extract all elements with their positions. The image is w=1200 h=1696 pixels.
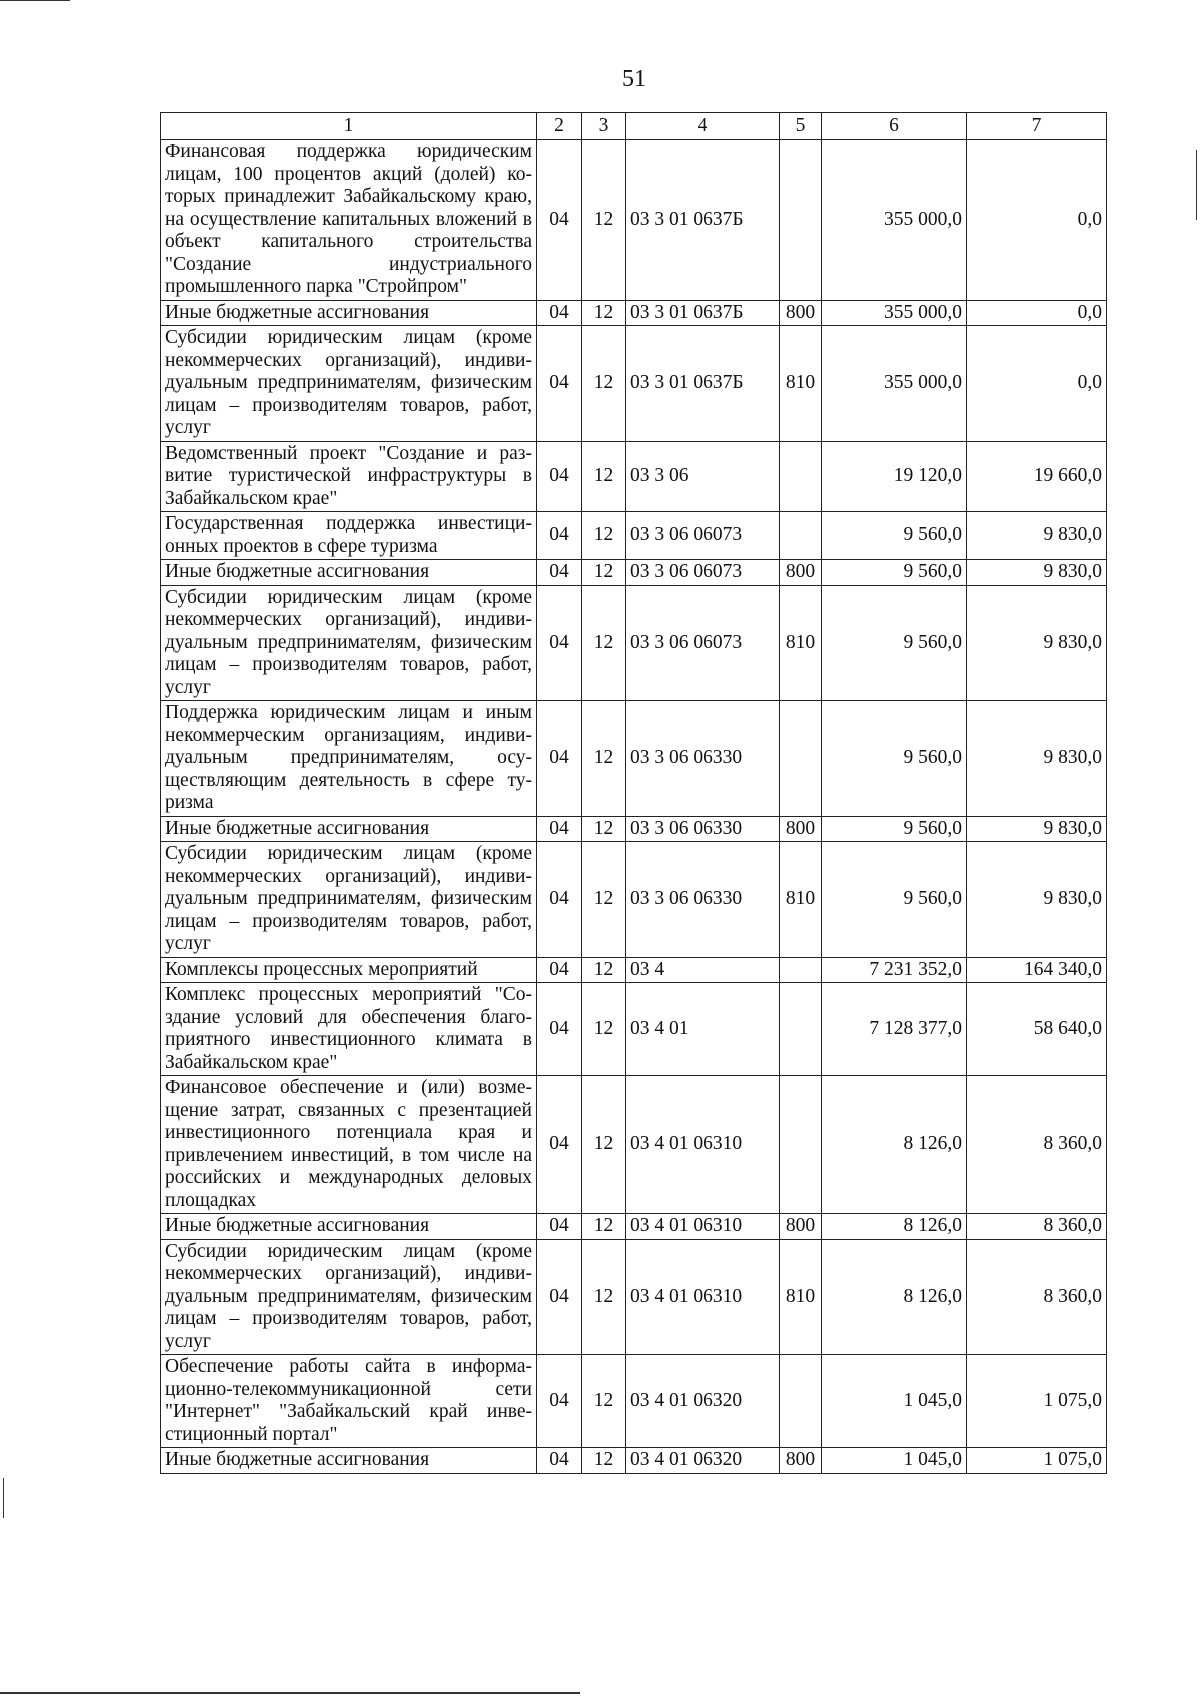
section-cell: 04 bbox=[537, 957, 582, 983]
section-cell: 04 bbox=[537, 326, 582, 442]
target-article-cell: 03 4 01 06320 bbox=[626, 1355, 780, 1448]
section-cell: 04 bbox=[537, 816, 582, 842]
target-article-cell: 03 4 01 06310 bbox=[626, 1214, 780, 1240]
target-article-cell: 03 3 06 bbox=[626, 441, 780, 512]
subsection-cell: 12 bbox=[582, 140, 626, 301]
table-row bbox=[161, 300, 1107, 326]
target-article-cell: 03 3 06 06330 bbox=[626, 816, 780, 842]
table-row bbox=[161, 1076, 1107, 1214]
amount-year1-cell: 7 128 377,0 bbox=[822, 983, 967, 1076]
scan-edge-bottom bbox=[0, 1692, 580, 1694]
row-name-cell: Субсидии юридическим лицам (кроме некоммерческих организаций), индивидуальным предпринимателям, физическим лицам – производителям товаров, работ, услуг bbox=[161, 326, 537, 442]
target-article-cell: 03 3 06 06073 bbox=[626, 560, 780, 586]
section-cell: 04 bbox=[537, 441, 582, 512]
target-article-cell: 03 3 06 06330 bbox=[626, 701, 780, 817]
amount-year2-cell: 8 360,0 bbox=[967, 1214, 1107, 1240]
amount-year1-cell: 8 126,0 bbox=[822, 1076, 967, 1214]
amount-year2-cell: 9 830,0 bbox=[967, 585, 1107, 701]
scan-edge-left-mark bbox=[3, 1478, 4, 1518]
subsection-cell: 12 bbox=[582, 957, 626, 983]
amount-year2-cell: 9 830,0 bbox=[967, 842, 1107, 958]
section-cell: 04 bbox=[537, 701, 582, 817]
section-cell: 04 bbox=[537, 842, 582, 958]
amount-year1-cell: 1 045,0 bbox=[822, 1448, 967, 1474]
column-header: 2 bbox=[537, 113, 582, 140]
section-cell: 04 bbox=[537, 1448, 582, 1474]
target-article-cell: 03 3 06 06073 bbox=[626, 512, 780, 560]
target-article-cell: 03 4 bbox=[626, 957, 780, 983]
subsection-cell: 12 bbox=[582, 1214, 626, 1240]
amount-year2-cell: 164 340,0 bbox=[967, 957, 1107, 983]
amount-year2-cell: 9 830,0 bbox=[967, 512, 1107, 560]
row-name-cell: Иные бюджетные ассигнования bbox=[161, 816, 537, 842]
row-name-cell: Субсидии юридическим лицам (кроме некоммерческих организаций), индивидуальным предпринимателям, физическим лицам – производителям товаров, работ, услуг bbox=[161, 842, 537, 958]
amount-year1-cell: 1 045,0 bbox=[822, 1355, 967, 1448]
subsection-cell: 12 bbox=[582, 512, 626, 560]
row-name-cell: Иные бюджетные ассигнования bbox=[161, 300, 537, 326]
amount-year1-cell: 9 560,0 bbox=[822, 701, 967, 817]
table-row bbox=[161, 441, 1107, 512]
amount-year2-cell: 0,0 bbox=[967, 140, 1107, 301]
row-name-cell: Комплекс процессных мероприятий "Создание условий для обеспечения благоприятного инвестиционного климата в Забайкальском крае" bbox=[161, 983, 537, 1076]
target-article-cell: 03 3 06 06073 bbox=[626, 585, 780, 701]
column-header: 3 bbox=[582, 113, 626, 140]
row-name-cell: Финансовая поддержка юридическим лицам, 100 процентов акций (долей) которых принадлежит Забайкальскому краю, на осуществление капитальных вложений в объект капитального строительства "Создание индустриального промышленного парка "Стройпром" bbox=[161, 140, 537, 301]
expense-type-cell bbox=[780, 701, 822, 817]
amount-year2-cell: 1 075,0 bbox=[967, 1448, 1107, 1474]
table-row bbox=[161, 140, 1107, 301]
amount-year2-cell: 8 360,0 bbox=[967, 1076, 1107, 1214]
table-row bbox=[161, 1355, 1107, 1448]
row-name-cell: Финансовое обеспечение и (или) возмещение затрат, связанных с презентацией инвестиционного потенциала края и привлечением инвестиций, в том числе на российских и международных деловых площадках bbox=[161, 1076, 537, 1214]
page-number: 51 bbox=[622, 66, 646, 92]
amount-year2-cell: 9 830,0 bbox=[967, 701, 1107, 817]
section-cell: 04 bbox=[537, 512, 582, 560]
amount-year2-cell: 0,0 bbox=[967, 326, 1107, 442]
column-header: 1 bbox=[161, 113, 537, 140]
expense-type-cell: 800 bbox=[780, 1448, 822, 1474]
column-header: 6 bbox=[822, 113, 967, 140]
amount-year2-cell: 0,0 bbox=[967, 300, 1107, 326]
table-row bbox=[161, 326, 1107, 442]
target-article-cell: 03 4 01 06310 bbox=[626, 1076, 780, 1214]
amount-year1-cell: 8 126,0 bbox=[822, 1239, 967, 1355]
amount-year2-cell: 58 640,0 bbox=[967, 983, 1107, 1076]
expense-type-cell bbox=[780, 140, 822, 301]
expense-type-cell bbox=[780, 1355, 822, 1448]
section-cell: 04 bbox=[537, 560, 582, 586]
expense-type-cell: 810 bbox=[780, 1239, 822, 1355]
amount-year1-cell: 7 231 352,0 bbox=[822, 957, 967, 983]
subsection-cell: 12 bbox=[582, 701, 626, 817]
scan-edge-top bbox=[0, 0, 70, 1]
subsection-cell: 12 bbox=[582, 560, 626, 586]
expense-type-cell bbox=[780, 512, 822, 560]
expense-type-cell: 800 bbox=[780, 300, 822, 326]
amount-year2-cell: 8 360,0 bbox=[967, 1239, 1107, 1355]
section-cell: 04 bbox=[537, 983, 582, 1076]
row-name-cell: Иные бюджетные ассигнования bbox=[161, 1448, 537, 1474]
target-article-cell: 03 4 01 06310 bbox=[626, 1239, 780, 1355]
subsection-cell: 12 bbox=[582, 1355, 626, 1448]
amount-year1-cell: 9 560,0 bbox=[822, 560, 967, 586]
section-cell: 04 bbox=[537, 1076, 582, 1214]
expense-type-cell: 810 bbox=[780, 842, 822, 958]
subsection-cell: 12 bbox=[582, 983, 626, 1076]
row-name-cell: Субсидии юридическим лицам (кроме некоммерческих организаций), индивидуальным предпринимателям, физическим лицам – производителям товаров, работ, услуг bbox=[161, 585, 537, 701]
target-article-cell: 03 3 01 0637Б bbox=[626, 140, 780, 301]
amount-year2-cell: 1 075,0 bbox=[967, 1355, 1107, 1448]
amount-year1-cell: 9 560,0 bbox=[822, 816, 967, 842]
scan-edge-right-mark bbox=[1196, 150, 1197, 220]
amount-year1-cell: 19 120,0 bbox=[822, 441, 967, 512]
amount-year1-cell: 355 000,0 bbox=[822, 326, 967, 442]
table-row bbox=[161, 1448, 1107, 1474]
table-row bbox=[161, 842, 1107, 958]
target-article-cell: 03 4 01 bbox=[626, 983, 780, 1076]
row-name-cell: Обеспечение работы сайта в информационно-телекоммуникационной сети "Интернет" "Забайкальский край инвестиционный портал" bbox=[161, 1355, 537, 1448]
expense-type-cell bbox=[780, 441, 822, 512]
row-name-cell: Поддержка юридическим лицам и иным некоммерческим организациям, индивидуальным предпринимателям, осуществляющим деятельность в сфере туризма bbox=[161, 701, 537, 817]
expense-type-cell bbox=[780, 983, 822, 1076]
row-name-cell: Комплексы процессных мероприятий bbox=[161, 957, 537, 983]
amount-year1-cell: 9 560,0 bbox=[822, 585, 967, 701]
subsection-cell: 12 bbox=[582, 326, 626, 442]
expense-type-cell: 810 bbox=[780, 585, 822, 701]
expense-type-cell bbox=[780, 1076, 822, 1214]
expense-type-cell: 810 bbox=[780, 326, 822, 442]
table-row bbox=[161, 512, 1107, 560]
expense-type-cell: 800 bbox=[780, 560, 822, 586]
section-cell: 04 bbox=[537, 1239, 582, 1355]
target-article-cell: 03 3 06 06330 bbox=[626, 842, 780, 958]
section-cell: 04 bbox=[537, 1355, 582, 1448]
amount-year1-cell: 355 000,0 bbox=[822, 140, 967, 301]
amount-year1-cell: 9 560,0 bbox=[822, 842, 967, 958]
table-row bbox=[161, 701, 1107, 817]
row-name-cell: Иные бюджетные ассигнования bbox=[161, 1214, 537, 1240]
subsection-cell: 12 bbox=[582, 1076, 626, 1214]
target-article-cell: 03 4 01 06320 bbox=[626, 1448, 780, 1474]
subsection-cell: 12 bbox=[582, 441, 626, 512]
subsection-cell: 12 bbox=[582, 842, 626, 958]
amount-year2-cell: 19 660,0 bbox=[967, 441, 1107, 512]
header-row bbox=[161, 113, 1107, 140]
amount-year2-cell: 9 830,0 bbox=[967, 816, 1107, 842]
subsection-cell: 12 bbox=[582, 1448, 626, 1474]
row-name-cell: Иные бюджетные ассигнования bbox=[161, 560, 537, 586]
table-row bbox=[161, 1239, 1107, 1355]
table-row bbox=[161, 957, 1107, 983]
expense-type-cell: 800 bbox=[780, 1214, 822, 1240]
table-row bbox=[161, 560, 1107, 586]
amount-year1-cell: 8 126,0 bbox=[822, 1214, 967, 1240]
amount-year1-cell: 9 560,0 bbox=[822, 512, 967, 560]
expense-type-cell: 800 bbox=[780, 816, 822, 842]
amount-year2-cell: 9 830,0 bbox=[967, 560, 1107, 586]
section-cell: 04 bbox=[537, 300, 582, 326]
amount-year1-cell: 355 000,0 bbox=[822, 300, 967, 326]
table-row bbox=[161, 1214, 1107, 1240]
subsection-cell: 12 bbox=[582, 300, 626, 326]
table-row bbox=[161, 816, 1107, 842]
row-name-cell: Ведомственный проект "Создание и развитие туристической инфраструктуры в Забайкальском крае" bbox=[161, 441, 537, 512]
table-row bbox=[161, 585, 1107, 701]
column-header: 7 bbox=[967, 113, 1107, 140]
section-cell: 04 bbox=[537, 585, 582, 701]
subsection-cell: 12 bbox=[582, 585, 626, 701]
row-name-cell: Государственная поддержка инвестиционных проектов в сфере туризма bbox=[161, 512, 537, 560]
section-cell: 04 bbox=[537, 140, 582, 301]
subsection-cell: 12 bbox=[582, 1239, 626, 1355]
row-name-cell: Субсидии юридическим лицам (кроме некоммерческих организаций), индивидуальным предпринимателям, физическим лицам – производителям товаров, работ, услуг bbox=[161, 1239, 537, 1355]
section-cell: 04 bbox=[537, 1214, 582, 1240]
column-header: 4 bbox=[626, 113, 780, 140]
subsection-cell: 12 bbox=[582, 816, 626, 842]
target-article-cell: 03 3 01 0637Б bbox=[626, 326, 780, 442]
expense-type-cell bbox=[780, 957, 822, 983]
table-row bbox=[161, 983, 1107, 1076]
column-header: 5 bbox=[780, 113, 822, 140]
target-article-cell: 03 3 01 0637Б bbox=[626, 300, 780, 326]
budget-table bbox=[160, 112, 1107, 1474]
